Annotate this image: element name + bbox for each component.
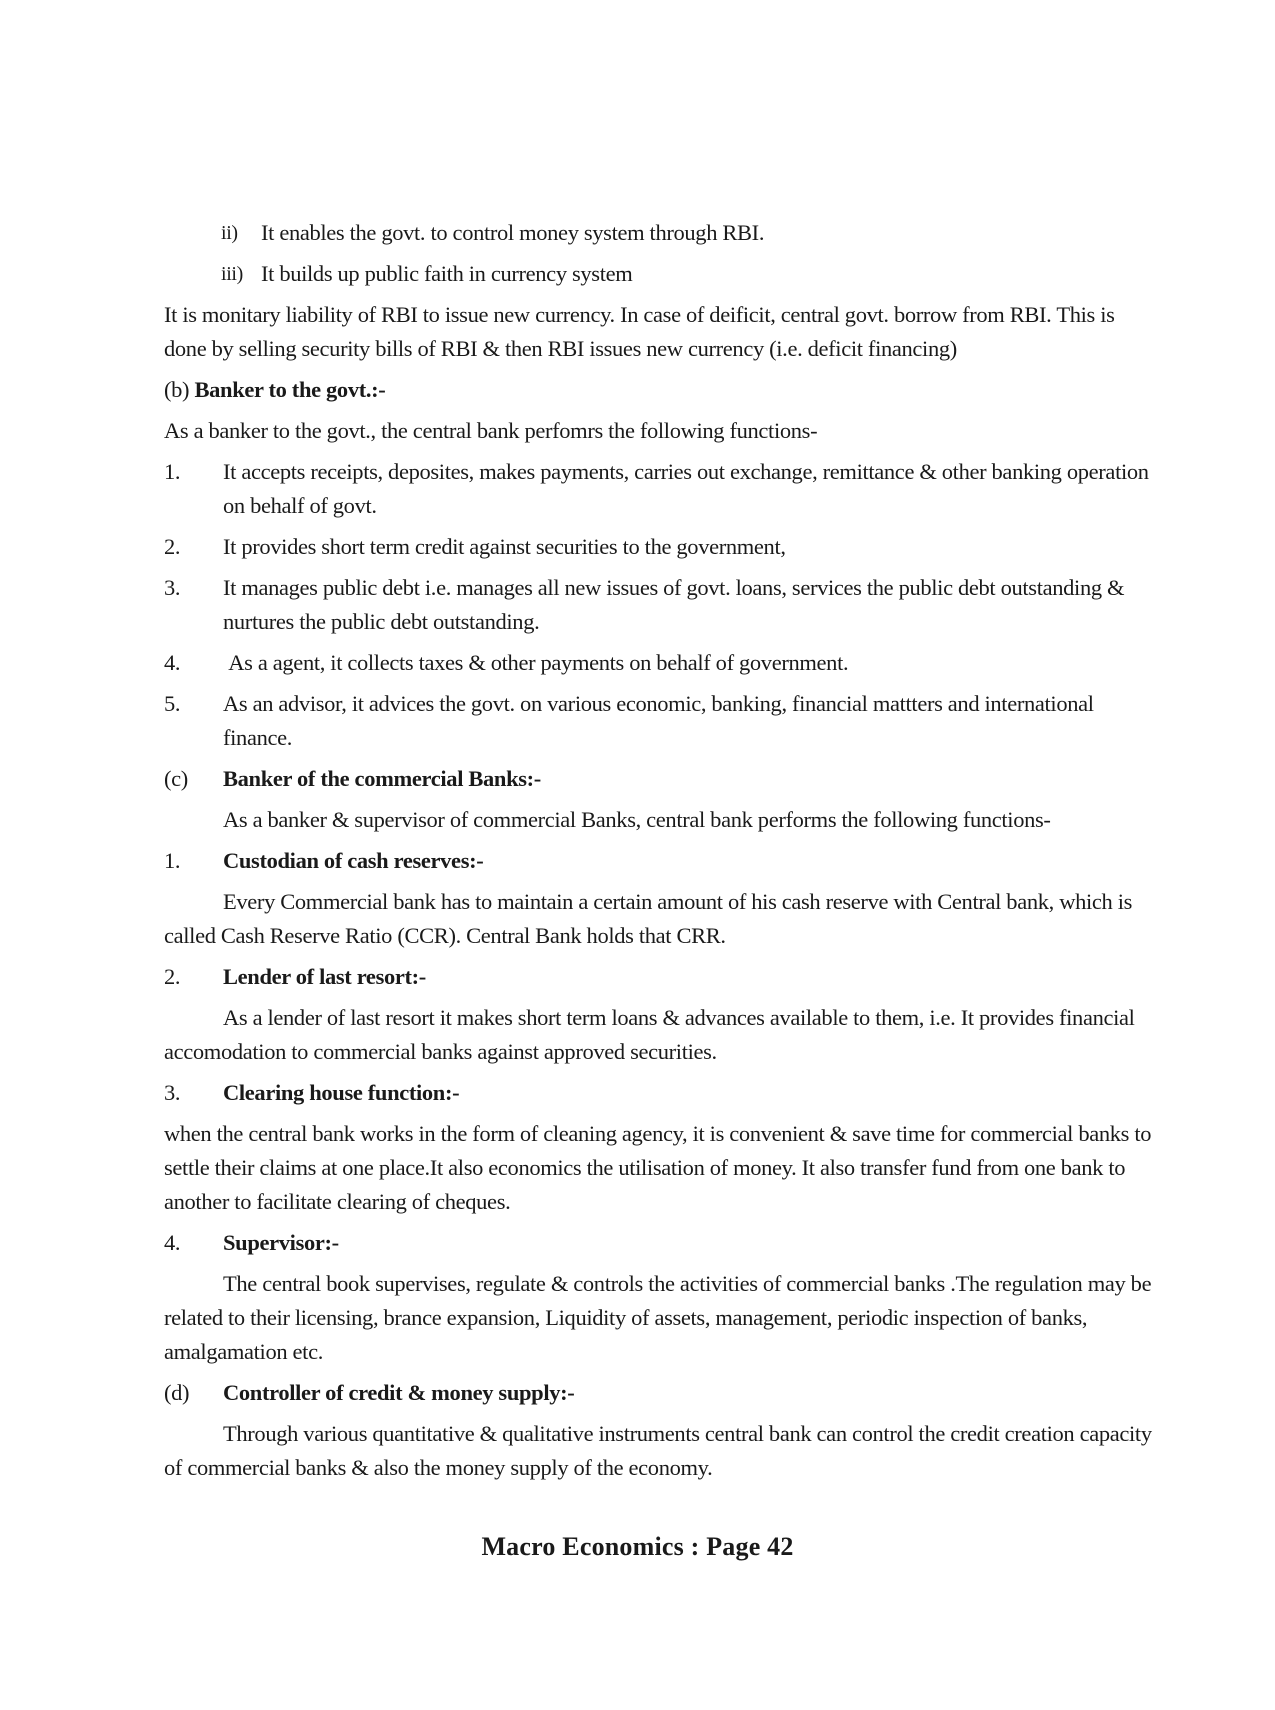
item-number: 4. <box>164 650 181 675</box>
document-page <box>164 216 1160 1492</box>
subsection-text: Every Commercial bank has to maintain a certain amount of his cash reserve with Central bank, which is called Cash Reserve Ratio (CCR). Central Bank holds that CRR. <box>164 889 1133 948</box>
item-text: As a agent, it collects taxes & other payments on behalf of government. <box>223 650 849 675</box>
section-c-heading <box>164 762 1160 796</box>
section-c-intro: As a banker & supervisor of commercial Banks, central bank performs the following functions- <box>223 807 1051 832</box>
roman-numeral: ii) <box>221 222 238 244</box>
subsection-text: when the central bank works in the form of cleaning agency, it is convenient & save time for commercial banks to settle their claims at one place.It also economics the utilisation of money. It also transfer fund from one bank to another to facilitate clearing of cheques. <box>164 1121 1152 1214</box>
list-item <box>164 455 1160 523</box>
item-text: It manages public debt i.e. manages all new issues of govt. loans, services the public debt outstanding & nurtures the public debt outstanding. <box>223 575 1125 634</box>
section-d-prefix: (d) <box>164 1380 190 1405</box>
item-number: 2. <box>164 534 181 559</box>
subsection-number: 2. <box>164 964 181 989</box>
item-number: 3. <box>164 575 181 600</box>
subsection-text: The central book supervises, regulate & controls the activities of commercial banks .The regulation may be related to their licensing, brance expansion, Liquidity of assets, management, periodic inspection of banks, amalgamation etc. <box>164 1271 1152 1364</box>
list-item <box>164 687 1160 755</box>
section-d-title: Controller of credit & money supply:- <box>223 1380 575 1405</box>
subsection-title: Supervisor:- <box>223 1230 339 1255</box>
roman-item-text: It builds up public faith in currency system <box>261 261 633 286</box>
list-item <box>164 530 1160 564</box>
section-d-text: Through various quantitative & qualitative instruments central bank can control the credit creation capacity of commercial banks & also the money supply of the economy. <box>164 1421 1152 1480</box>
subsection-number: 3. <box>164 1080 181 1105</box>
roman-numeral: iii) <box>221 263 243 285</box>
subsection-text: As a lender of last resort it makes short term loans & advances available to them, i.e. It provides financial accomodation to commercial banks against approved securities. <box>164 1005 1135 1064</box>
item-number: 5. <box>164 691 181 716</box>
roman-list-item <box>221 257 1160 291</box>
item-number: 1. <box>164 459 181 484</box>
subsection-number: 1. <box>164 848 181 873</box>
item-text: It provides short term credit against securities to the government, <box>223 534 786 559</box>
section-c-title: Banker of the commercial Banks:- <box>223 766 541 791</box>
list-item <box>164 571 1160 639</box>
item-text: It accepts receipts, deposites, makes payments, carries out exchange, remittance & other banking operation on behalf of govt. <box>223 459 1149 518</box>
page-footer: Macro Economics : Page 42 <box>481 1532 794 1561</box>
item-text: As an advisor, it advices the govt. on various economic, banking, financial mattters and international finance. <box>223 691 1094 750</box>
subsection-title: Custodian of cash reserves:- <box>223 848 484 873</box>
list-item <box>164 646 1160 680</box>
section-b-title: Banker to the govt.:- <box>194 377 386 402</box>
subsection-heading <box>164 844 1160 878</box>
roman-list-item <box>221 216 1160 250</box>
section-d-heading <box>164 1376 1160 1410</box>
subsection-title: Clearing house function:- <box>223 1080 460 1105</box>
subsection-heading <box>164 1226 1160 1260</box>
section-b-intro: As a banker to the govt., the central bank perfomrs the following functions- <box>164 418 818 443</box>
roman-item-text: It enables the govt. to control money system through RBI. <box>261 220 765 245</box>
section-b-prefix: (b) <box>164 377 190 402</box>
subsection-number: 4. <box>164 1230 181 1255</box>
subsection-heading <box>164 1076 1160 1110</box>
subsection-title: Lender of last resort:- <box>223 964 426 989</box>
subsection-heading <box>164 960 1160 994</box>
intro-paragraph: It is monitary liability of RBI to issue new currency. In case of deificit, central govt. borrow from RBI. This is done by selling security bills of RBI & then RBI issues new currency (i.e. deficit financing) <box>164 302 1115 361</box>
section-c-prefix: (c) <box>164 766 188 791</box>
section-b-heading <box>164 373 1160 407</box>
